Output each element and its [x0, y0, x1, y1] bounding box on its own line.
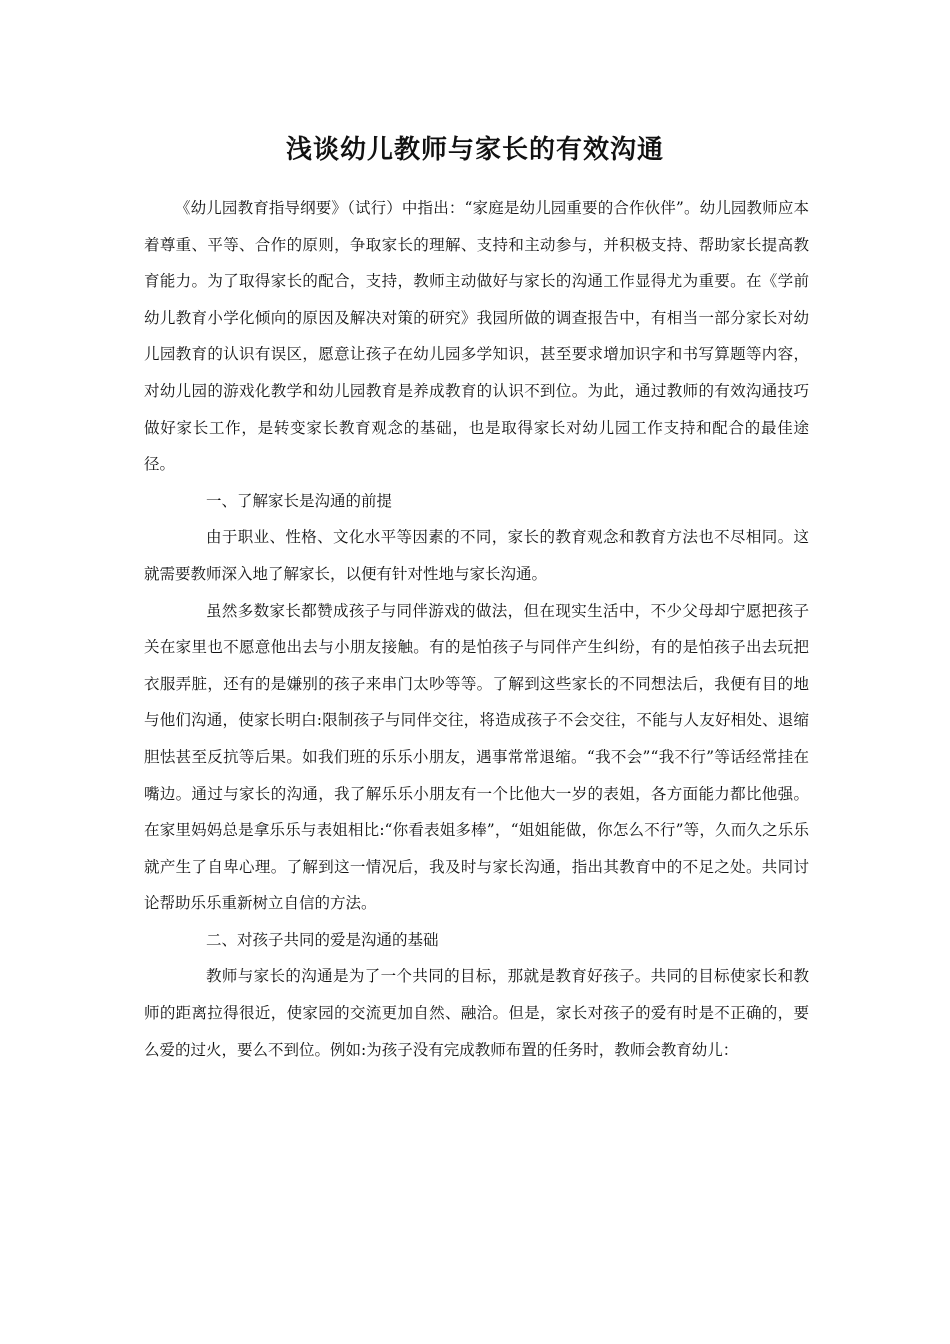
- section-heading-1: 一、了解家长是沟通的前提: [206, 491, 393, 510]
- document-title: 浅谈幼儿教师与家长的有效沟通: [285, 135, 664, 165]
- section-1-paragraph-1: 由于职业、性格、文化水平等因素的不同，家长的教育观念和教育方法也不尽相同。这就需要教师深入地了解家长，以便有针对性地与家长沟通。: [144, 528, 809, 583]
- document-body: [144, 190, 809, 1068]
- section-1-paragraph-2: 虽然多数家长都赞成孩子与同伴游戏的做法，但在现实生活中，不少父母却宁愿把孩子关在家里也不愿意他出去与小朋友接触。有的是怕孩子与同伴产生纠纷，有的是怕孩子出去玩把衣服弄脏，还有的是嫌别的孩子来串门太吵等等。了解到这些家长的不同想法后，我便有目的地与他们沟通，使家长明白:限制孩子与同伴交往，将造成孩子不会交往，不能与人友好相处、退缩胆怯甚至反抗等后果。如我们班的乐乐小朋友，遇事常常退缩。“我不会”“我不行”等话经常挂在嘴边。通过与家长的沟通，我了解乐乐小朋友有一个比他大一岁的表姐，各方面能力都比他强。在家里妈妈总是拿乐乐与表姐相比:“你看表姐多棒”，“姐姐能做，你怎么不行”等，久而久之乐乐就产生了自卑心理。了解到这一情况后，我及时与家长沟通，指出其教育中的不足之处。共同讨论帮助乐乐重新树立自信的方法。: [144, 601, 809, 913]
- section-2-paragraph-1: 教师与家长的沟通是为了一个共同的目标，那就是教育好孩子。共同的目标使家长和教师的距离拉得很近，使家园的交流更加自然、融洽。但是，家长对孩子的爱有时是不正确的，要么爱的过火，要么不到位。例如:为孩子没有完成教师布置的任务时，教师会教育幼儿：: [144, 967, 809, 1059]
- section-heading-2: 二、对孩子共同的爱是沟通的基础: [206, 930, 439, 949]
- intro-paragraph: 《幼儿园教育指导纲要》（试行）中指出：“家庭是幼儿园重要的合作伙伴”。幼儿园教师应本着尊重、平等、合作的原则，争取家长的理解、支持和主动参与，并积极支持、帮助家长提高教育能力。为了取得家长的配合，支持，教师主动做好与家长的沟通工作显得尤为重要。在《学前幼儿教育小学化倾向的原因及解决对策的研究》我园所做的调查报告中，有相当一部分家长对幼儿园教育的认识有误区，愿意让孩子在幼儿园多学知识，甚至要求增加识字和书写算题等内容，对幼儿园的游戏化教学和幼儿园教育是养成教育的认识不到位。为此，通过教师的有效沟通技巧做好家长工作，是转变家长教育观念的基础，也是取得家长对幼儿园工作支持和配合的最佳途径。: [144, 199, 809, 474]
